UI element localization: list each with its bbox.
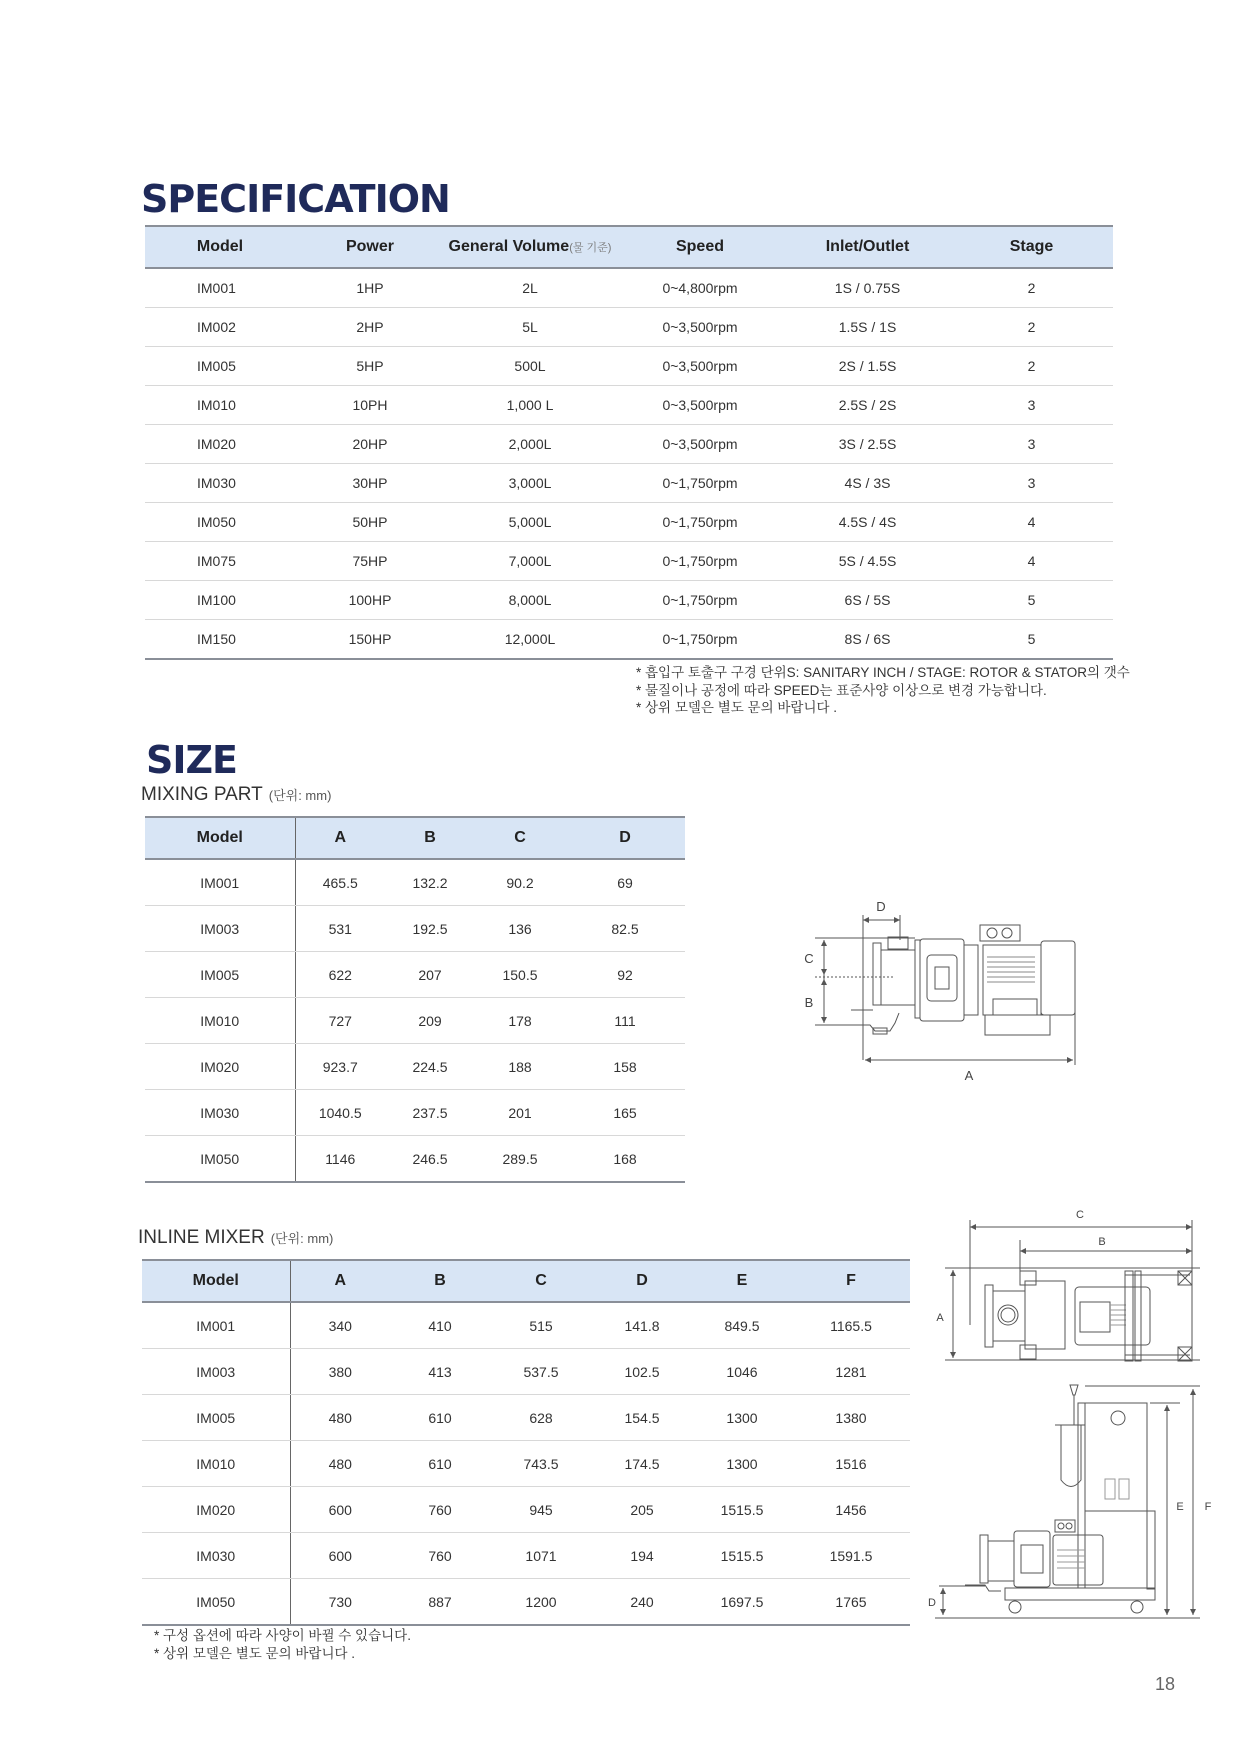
spec-cell-inlet-outlet: 6S / 5S: [785, 581, 950, 620]
mixing-part-cell-a: 727: [295, 998, 385, 1044]
inline-mixer-cell-b: 610: [390, 1395, 490, 1441]
spec-cell-stage: 2: [950, 347, 1113, 386]
mixing-part-cell-model: IM050: [145, 1136, 295, 1183]
spec-cell-power: 10PH: [295, 386, 445, 425]
inline-mixer-cell-c: 537.5: [490, 1349, 592, 1395]
inline-mixer-table-row: [142, 1395, 910, 1441]
mixing-part-header-d: D: [565, 817, 685, 859]
spec-cell-model: IM020: [145, 425, 295, 464]
mixing-part-cell-d: 111: [565, 998, 685, 1044]
mixing-part-cell-a: 1040.5: [295, 1090, 385, 1136]
spec-cell-inlet-outlet: 3S / 2.5S: [785, 425, 950, 464]
spec-cell-power: 20HP: [295, 425, 445, 464]
inline-mixer-cell-b: 610: [390, 1441, 490, 1487]
spec-note: * 물질이나 공정에 따라 SPEED는 표준사양 이상으로 변경 가능합니다.: [636, 682, 1047, 698]
inline-mixer-header-model: Model: [142, 1260, 290, 1302]
inline-mixer-cell-d: 102.5: [592, 1349, 692, 1395]
spec-cell-stage: 3: [950, 425, 1113, 464]
mixing-part-cell-d: 165: [565, 1090, 685, 1136]
spec-cell-speed: 0~3,500rpm: [615, 386, 785, 425]
spec-cell-model: IM005: [145, 347, 295, 386]
inline-mixer-table-row: [142, 1302, 910, 1349]
top-view-label-b: B: [1098, 1236, 1106, 1248]
inline-mixer-cell-c: 743.5: [490, 1441, 592, 1487]
mixing-part-cell-c: 289.5: [475, 1136, 565, 1183]
inline-mixer-cell-a: 600: [290, 1533, 390, 1579]
spec-cell-speed: 0~3,500rpm: [615, 425, 785, 464]
mixing-part-cell-b: 237.5: [385, 1090, 475, 1136]
inline-mixer-cell-a: 730: [290, 1579, 390, 1626]
spec-cell-volume: 2,000L: [445, 425, 615, 464]
mixing-part-table-row: [145, 906, 685, 952]
spec-cell-volume: 5,000L: [445, 503, 615, 542]
mixing-part-cell-b: 209: [385, 998, 475, 1044]
spec-cell-inlet-outlet: 8S / 6S: [785, 620, 950, 660]
inline-mixer-cell-f: 1165.5: [792, 1302, 910, 1349]
inline-mixer-cell-c: 1071: [490, 1533, 592, 1579]
mixing-part-cell-model: IM030: [145, 1090, 295, 1136]
spec-cell-speed: 0~1,750rpm: [615, 620, 785, 660]
inline-note: * 구성 옵션에 따라 사양이 바뀔 수 있습니다.: [154, 1628, 411, 1643]
header-volume-label: General Volume: [448, 238, 570, 255]
mixing-part-cell-b: 224.5: [385, 1044, 475, 1090]
spec-cell-volume: 3,000L: [445, 464, 615, 503]
inline-mixer-cell-d: 194: [592, 1533, 692, 1579]
inline-mixer-cell-e: 1046: [692, 1349, 792, 1395]
spec-table-row: [145, 581, 1113, 620]
mixing-part-cell-c: 90.2: [475, 859, 565, 906]
spec-cell-speed: 0~4,800rpm: [615, 268, 785, 308]
spec-cell-speed: 0~1,750rpm: [615, 503, 785, 542]
side-view-label-e: E: [1176, 1501, 1184, 1513]
mixing-part-cell-b: 246.5: [385, 1136, 475, 1183]
specification-table: [145, 225, 1113, 660]
inline-mixer-cell-e: 849.5: [692, 1302, 792, 1349]
inline-mixer-cell-model: IM030: [142, 1533, 290, 1579]
header-volume: [445, 226, 615, 268]
mixing-part-table: [145, 816, 685, 1183]
inline-mixer-cell-d: 205: [592, 1487, 692, 1533]
inline-mixer-cell-model: IM010: [142, 1441, 290, 1487]
inline-mixer-cell-e: 1300: [692, 1395, 792, 1441]
mixing-part-cell-c: 150.5: [475, 952, 565, 998]
spec-cell-power: 1HP: [295, 268, 445, 308]
spec-cell-model: IM010: [145, 386, 295, 425]
inline-mixer-table-row: [142, 1441, 910, 1487]
inline-mixer-header-c: C: [490, 1260, 592, 1302]
spec-cell-inlet-outlet: 4S / 3S: [785, 464, 950, 503]
spec-cell-volume: 12,000L: [445, 620, 615, 660]
inline-mixer-side-view-diagram: [925, 1375, 1220, 1625]
mixing-part-cell-a: 923.7: [295, 1044, 385, 1090]
inline-mixer-cell-e: 1515.5: [692, 1533, 792, 1579]
spec-cell-model: IM050: [145, 503, 295, 542]
inline-mixer-cell-model: IM001: [142, 1302, 290, 1349]
spec-cell-power: 75HP: [295, 542, 445, 581]
spec-cell-model: IM075: [145, 542, 295, 581]
mixing-part-table-row: [145, 998, 685, 1044]
mixing-part-header-row: [145, 817, 685, 859]
inline-mixer-cell-model: IM005: [142, 1395, 290, 1441]
spec-table-row: [145, 308, 1113, 347]
mixing-part-header-b: B: [385, 817, 475, 859]
inline-mixer-header-f: F: [792, 1260, 910, 1302]
spec-cell-volume: 7,000L: [445, 542, 615, 581]
specification-notes: [636, 664, 1130, 717]
inline-mixer-cell-a: 480: [290, 1441, 390, 1487]
diagram-label-c: C: [804, 951, 814, 966]
spec-table-row: [145, 503, 1113, 542]
diagram-label-a: A: [964, 1068, 974, 1083]
mixing-part-header-model: Model: [145, 817, 295, 859]
top-view-label-a: A: [936, 1312, 944, 1324]
inline-mixer-cell-b: 760: [390, 1533, 490, 1579]
spec-cell-volume: 1,000 L: [445, 386, 615, 425]
inline-mixer-cell-b: 887: [390, 1579, 490, 1626]
header-volume-note: (물 기준): [569, 242, 612, 254]
mixing-part-label: [141, 784, 331, 806]
inline-mixer-name: INLINE MIXER: [138, 1227, 265, 1248]
spec-cell-volume: 500L: [445, 347, 615, 386]
header-stage: Stage: [950, 226, 1113, 268]
inline-mixer-cell-e: 1697.5: [692, 1579, 792, 1626]
inline-mixer-cell-d: 154.5: [592, 1395, 692, 1441]
inline-mixer-cell-c: 945: [490, 1487, 592, 1533]
spec-note: * 흡입구 토출구 구경 단위S: SANITARY INCH / STAGE: ROTOR & STATOR의 갯수: [636, 665, 1130, 680]
inline-note: * 상위 모델은 별도 문의 바랍니다 .: [154, 1645, 356, 1661]
inline-mixer-cell-d: 141.8: [592, 1302, 692, 1349]
mixing-part-cell-b: 132.2: [385, 859, 475, 906]
spec-cell-power: 30HP: [295, 464, 445, 503]
mixing-part-cell-b: 207: [385, 952, 475, 998]
inline-mixer-top-view-diagram: [930, 1205, 1220, 1365]
spec-cell-power: 100HP: [295, 581, 445, 620]
inline-mixer-cell-c: 515: [490, 1302, 592, 1349]
inline-mixer-cell-a: 480: [290, 1395, 390, 1441]
spec-table-row: [145, 542, 1113, 581]
spec-cell-power: 50HP: [295, 503, 445, 542]
spec-cell-inlet-outlet: 4.5S / 4S: [785, 503, 950, 542]
spec-cell-stage: 2: [950, 268, 1113, 308]
spec-cell-stage: 5: [950, 581, 1113, 620]
inline-mixer-table-row: [142, 1487, 910, 1533]
mixing-part-cell-d: 92: [565, 952, 685, 998]
spec-cell-speed: 0~3,500rpm: [615, 347, 785, 386]
spec-cell-inlet-outlet: 2.5S / 2S: [785, 386, 950, 425]
inline-mixer-cell-f: 1281: [792, 1349, 910, 1395]
spec-table-row: [145, 425, 1113, 464]
mixing-part-cell-model: IM020: [145, 1044, 295, 1090]
inline-mixer-table-row: [142, 1579, 910, 1626]
spec-cell-model: IM030: [145, 464, 295, 503]
inline-mixer-cell-d: 240: [592, 1579, 692, 1626]
mixing-part-diagram: [795, 895, 1095, 1085]
spec-table-row: [145, 620, 1113, 660]
inline-mixer-cell-f: 1765: [792, 1579, 910, 1626]
inline-mixer-table: [142, 1259, 910, 1626]
mixing-part-cell-c: 201: [475, 1090, 565, 1136]
mixing-part-table-row: [145, 859, 685, 906]
mixing-part-cell-a: 1146: [295, 1136, 385, 1183]
mixing-part-cell-model: IM010: [145, 998, 295, 1044]
mixing-part-cell-d: 158: [565, 1044, 685, 1090]
mixing-part-cell-a: 465.5: [295, 859, 385, 906]
spec-cell-model: IM002: [145, 308, 295, 347]
spec-cell-power: 2HP: [295, 308, 445, 347]
mixing-part-header-a: A: [295, 817, 385, 859]
inline-mixer-cell-model: IM050: [142, 1579, 290, 1626]
spec-cell-inlet-outlet: 1.5S / 1S: [785, 308, 950, 347]
mixing-part-unit: (단위: mm): [268, 788, 332, 803]
spec-cell-stage: 2: [950, 308, 1113, 347]
inline-mixer-cell-f: 1591.5: [792, 1533, 910, 1579]
mixing-part-table-row: [145, 1136, 685, 1183]
spec-cell-model: IM150: [145, 620, 295, 660]
mixing-part-cell-c: 178: [475, 998, 565, 1044]
spec-cell-stage: 3: [950, 464, 1113, 503]
inline-mixer-table-row: [142, 1349, 910, 1395]
size-title: SIZE: [146, 738, 238, 782]
spec-cell-volume: 2L: [445, 268, 615, 308]
spec-cell-model: IM001: [145, 268, 295, 308]
spec-cell-speed: 0~1,750rpm: [615, 542, 785, 581]
inline-mixer-cell-d: 174.5: [592, 1441, 692, 1487]
inline-mixer-cell-b: 760: [390, 1487, 490, 1533]
inline-mixer-unit: (단위: mm): [270, 1231, 334, 1246]
inline-mixer-cell-c: 628: [490, 1395, 592, 1441]
inline-mixer-cell-e: 1300: [692, 1441, 792, 1487]
mixing-part-cell-d: 82.5: [565, 906, 685, 952]
page-number: 18: [1155, 1674, 1176, 1694]
inline-mixer-cell-a: 380: [290, 1349, 390, 1395]
spec-cell-speed: 0~1,750rpm: [615, 581, 785, 620]
inline-mixer-header-b: B: [390, 1260, 490, 1302]
mixing-part-cell-d: 168: [565, 1136, 685, 1183]
spec-cell-stage: 4: [950, 542, 1113, 581]
inline-mixer-notes: [154, 1627, 411, 1662]
inline-mixer-cell-model: IM020: [142, 1487, 290, 1533]
spec-cell-stage: 5: [950, 620, 1113, 660]
inline-mixer-cell-e: 1515.5: [692, 1487, 792, 1533]
spec-cell-inlet-outlet: 1S / 0.75S: [785, 268, 950, 308]
mixing-part-table-row: [145, 1044, 685, 1090]
mixing-part-table-row: [145, 952, 685, 998]
inline-mixer-header-d: D: [592, 1260, 692, 1302]
mixing-part-name: MIXING PART: [141, 784, 263, 805]
mixing-part-cell-c: 188: [475, 1044, 565, 1090]
mixing-part-header-c: C: [475, 817, 565, 859]
spec-cell-volume: 8,000L: [445, 581, 615, 620]
spec-cell-volume: 5L: [445, 308, 615, 347]
header-inlet-outlet: Inlet/Outlet: [785, 226, 950, 268]
inline-mixer-cell-model: IM003: [142, 1349, 290, 1395]
inline-mixer-cell-a: 600: [290, 1487, 390, 1533]
header-speed: Speed: [615, 226, 785, 268]
spec-table-row: [145, 347, 1113, 386]
mixing-part-table-row: [145, 1090, 685, 1136]
inline-mixer-cell-c: 1200: [490, 1579, 592, 1626]
mixing-part-cell-a: 531: [295, 906, 385, 952]
inline-mixer-label: [138, 1227, 333, 1249]
mixing-part-cell-d: 69: [565, 859, 685, 906]
inline-mixer-cell-f: 1456: [792, 1487, 910, 1533]
spec-table-row: [145, 464, 1113, 503]
inline-mixer-header-row: [142, 1260, 910, 1302]
header-power: Power: [295, 226, 445, 268]
specification-title: SPECIFICATION: [141, 177, 450, 221]
mixing-part-cell-a: 622: [295, 952, 385, 998]
spec-cell-power: 5HP: [295, 347, 445, 386]
inline-mixer-cell-a: 340: [290, 1302, 390, 1349]
spec-cell-power: 150HP: [295, 620, 445, 660]
spec-table-row: [145, 268, 1113, 308]
spec-table-row: [145, 386, 1113, 425]
inline-mixer-table-row: [142, 1533, 910, 1579]
spec-cell-speed: 0~3,500rpm: [615, 308, 785, 347]
spec-cell-stage: 4: [950, 503, 1113, 542]
inline-mixer-cell-b: 413: [390, 1349, 490, 1395]
inline-mixer-cell-b: 410: [390, 1302, 490, 1349]
mixing-part-cell-b: 192.5: [385, 906, 475, 952]
inline-mixer-cell-f: 1516: [792, 1441, 910, 1487]
spec-cell-model: IM100: [145, 581, 295, 620]
spec-cell-stage: 3: [950, 386, 1113, 425]
mixing-part-cell-model: IM001: [145, 859, 295, 906]
inline-mixer-header-a: A: [290, 1260, 390, 1302]
header-model: Model: [145, 226, 295, 268]
side-view-label-f: F: [1204, 1501, 1212, 1513]
specification-header-row: [145, 226, 1113, 268]
spec-cell-speed: 0~1,750rpm: [615, 464, 785, 503]
mixing-part-cell-c: 136: [475, 906, 565, 952]
diagram-label-b: B: [804, 995, 814, 1010]
diagram-label-d: D: [876, 899, 886, 914]
mixing-part-cell-model: IM005: [145, 952, 295, 998]
spec-note: * 상위 모델은 별도 문의 바랍니다 .: [636, 700, 838, 715]
mixing-part-cell-model: IM003: [145, 906, 295, 952]
spec-cell-inlet-outlet: 5S / 4.5S: [785, 542, 950, 581]
inline-mixer-cell-f: 1380: [792, 1395, 910, 1441]
inline-mixer-header-e: E: [692, 1260, 792, 1302]
side-view-label-d: D: [928, 1597, 936, 1609]
top-view-label-c: C: [1076, 1209, 1084, 1221]
spec-cell-inlet-outlet: 2S / 1.5S: [785, 347, 950, 386]
